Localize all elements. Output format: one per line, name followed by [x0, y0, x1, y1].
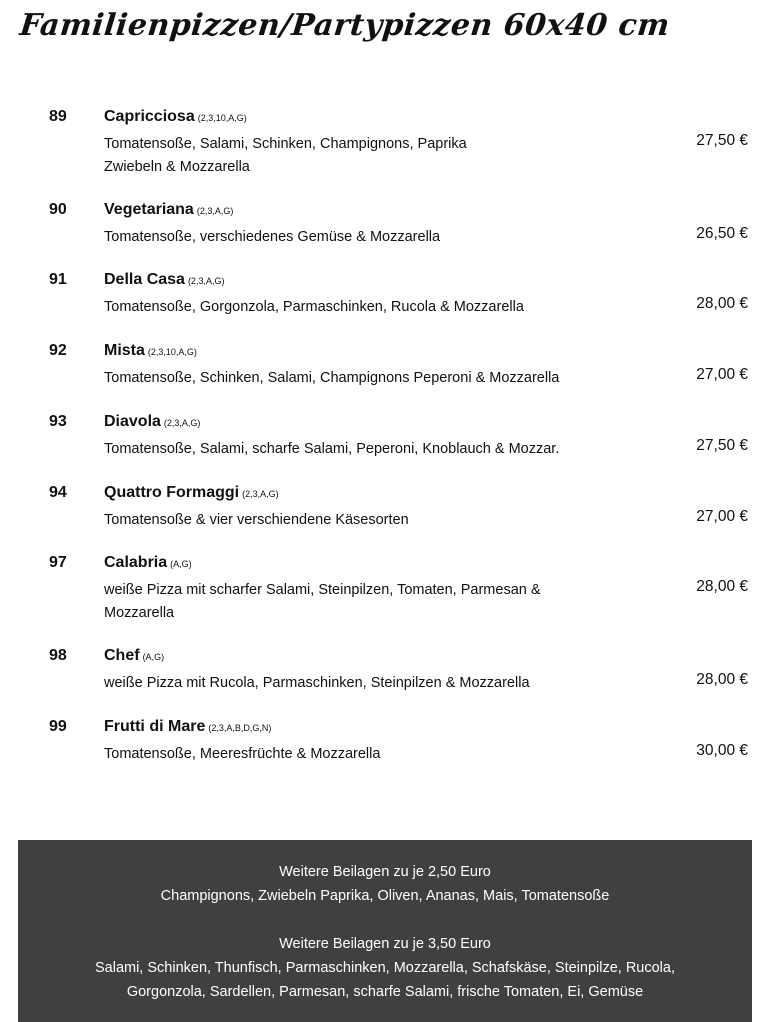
item-description: Tomatensoße, Salami, Schinken, Champignons, Paprika Zwiebeln & Mozzarella: [104, 136, 467, 175]
item-allergens: (2,3,10,A,G): [197, 113, 247, 123]
extras-heading-350: Weitere Beilagen zu je 3,50 Euro: [279, 936, 491, 952]
item-name: Vegetariana: [104, 201, 194, 218]
item-name-wrapper: [104, 718, 271, 736]
item-name-wrapper: [104, 342, 197, 360]
item-number: 98: [49, 647, 67, 664]
item-price: 27,50 €: [696, 437, 748, 454]
item-description: Tomatensoße, Gorgonzola, Parmaschinken, Rucola & Mozzarella: [104, 299, 524, 315]
item-description: Tomatensoße, verschiedenes Gemüse & Mozzarella: [104, 229, 441, 245]
menu-title: Familienpizzen/Partypizzen 60x40 cm: [18, 8, 672, 43]
item-allergens: (2,3,A,G): [242, 489, 279, 499]
item-allergens: (A,G): [170, 559, 192, 569]
extras-spacer: [18, 908, 752, 932]
item-price: 26,50 €: [696, 225, 748, 242]
item-name-wrapper: [104, 554, 192, 572]
item-allergens: (2,3,A,G): [196, 206, 234, 216]
item-name-wrapper: [104, 108, 247, 126]
item-number: 93: [49, 413, 67, 430]
extras-list-350-line1: Salami, Schinken, Thunfisch, Parmaschinken, Mozzarella, Schafskäse, Steinpilze, Rucola,: [94, 960, 675, 976]
item-allergens: (2,3,A,G): [163, 418, 201, 428]
item-name-wrapper: [104, 647, 164, 665]
item-number: 94: [49, 484, 67, 501]
item-number: 97: [49, 554, 67, 571]
item-number: 92: [49, 342, 67, 359]
item-name-wrapper: [104, 413, 200, 431]
item-number: 91: [49, 271, 67, 288]
item-name: Capricciosa: [104, 108, 195, 125]
item-price: 27,00 €: [696, 366, 748, 383]
item-name: Calabria: [104, 554, 168, 571]
item-name-wrapper: [104, 201, 233, 219]
item-allergens: (2,3,10,A,G): [147, 347, 197, 357]
item-description: Tomatensoße, Meeresfrüchte & Mozzarella: [104, 746, 381, 762]
item-price: 28,00 €: [696, 578, 748, 595]
item-price: 28,00 €: [696, 671, 748, 688]
item-allergens: (A,G): [142, 652, 165, 662]
item-description: weiße Pizza mit scharfer Salami, Steinpilzen, Tomaten, Parmesan & Mozzarella: [104, 582, 541, 621]
item-allergens: (2,3,A,B,D,G,N): [208, 723, 272, 733]
item-allergens: (2,3,A,G): [187, 276, 225, 286]
item-description: Tomatensoße & vier verschiendene Käsesorten: [104, 512, 409, 528]
item-name: Quattro Formaggi: [104, 484, 240, 501]
item-name: Chef: [104, 647, 140, 664]
item-name: Diavola: [104, 413, 161, 430]
item-name: Mista: [104, 342, 145, 359]
item-price: 27,50 €: [696, 132, 748, 149]
item-description: weiße Pizza mit Rucola, Parmaschinken, Steinpilzen & Mozzarella: [104, 675, 530, 691]
item-name: Della Casa: [104, 271, 185, 288]
item-number: 89: [49, 108, 67, 125]
item-number: 90: [49, 201, 67, 218]
item-price: 30,00 €: [696, 742, 748, 759]
item-name-wrapper: [104, 271, 224, 289]
item-description: Tomatensoße, Salami, scharfe Salami, Peperoni, Knoblauch & Mozzar.: [104, 441, 560, 457]
extras-heading-250: Weitere Beilagen zu je 2,50 Euro: [279, 864, 491, 880]
extras-list-350-line2: Gorgonzola, Sardellen, Parmesan, scharfe Salami, frische Tomaten, Ei, Gemüse: [126, 984, 644, 1000]
item-name-wrapper: [104, 484, 279, 502]
item-description: Tomatensoße, Schinken, Salami, Champignons Peperoni & Mozzarella: [104, 370, 560, 386]
item-name: Frutti di Mare: [104, 718, 206, 735]
extras-list-250: Champignons, Zwiebeln Paprika, Oliven, Ananas, Mais, Tomatensoße: [160, 888, 610, 904]
item-price: 28,00 €: [696, 295, 748, 312]
extras-box: [18, 840, 752, 1022]
item-number: 99: [49, 718, 67, 735]
item-price: 27,00 €: [696, 508, 748, 525]
